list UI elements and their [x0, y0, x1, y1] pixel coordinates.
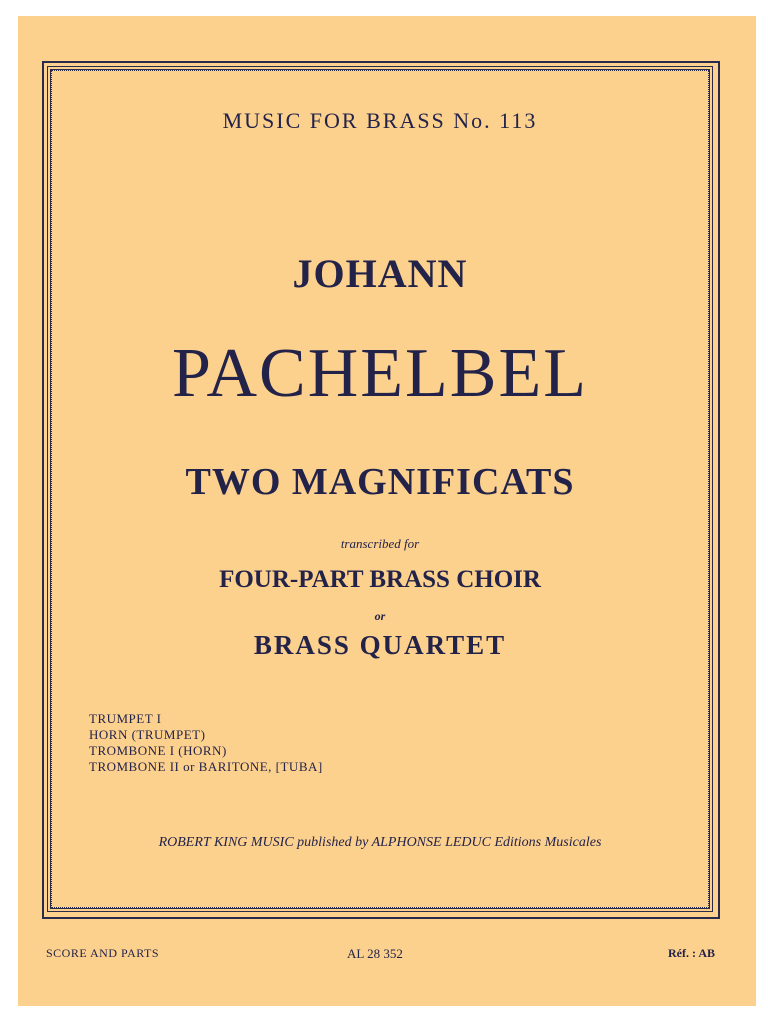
instrument-list	[89, 711, 323, 775]
instrument-item: TRUMPET I	[89, 711, 162, 726]
series-label: MUSIC FOR BRASS No. 113	[222, 108, 538, 133]
instrument-item: HORN (TRUMPET)	[89, 727, 206, 742]
instrument-item: TROMBONE II or BARITONE, [TUBA]	[89, 759, 323, 774]
instrument-item: TROMBONE I (HORN)	[89, 743, 227, 758]
footer-reference: Réf. : AB	[668, 946, 715, 960]
publisher-line: ROBERT KING MUSIC published by ALPHONSE LEDUC Editions Musicales	[158, 835, 602, 850]
ensemble-alternative: BRASS QUARTET	[253, 630, 507, 660]
composer-last-name: PACHELBEL	[171, 335, 589, 412]
or-text: or	[374, 609, 386, 623]
ensemble-primary: FOUR-PART BRASS CHOIR	[219, 566, 541, 593]
composer-first-name: JOHANN	[292, 251, 468, 296]
footer-score-parts: SCORE AND PARTS	[46, 946, 160, 960]
footer-catalog-number: AL 28 352	[347, 946, 403, 961]
work-title: TWO MAGNIFICATS	[185, 461, 575, 503]
transcribed-for: transcribed for	[340, 536, 420, 551]
